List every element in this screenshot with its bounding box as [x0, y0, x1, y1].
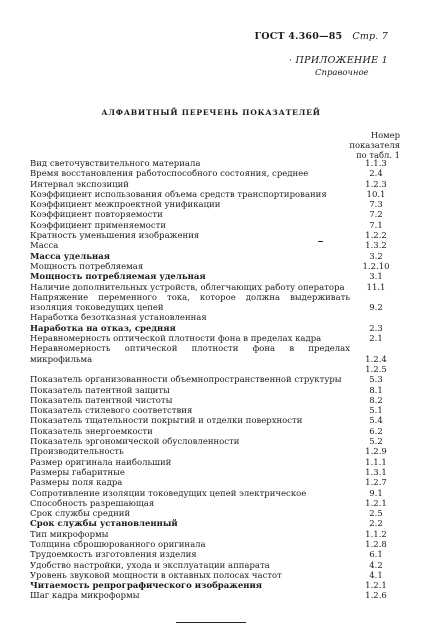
- indicator-name: Тип микроформы: [30, 529, 109, 540]
- indicator-number: 9.2: [369, 303, 383, 314]
- indicator-name: Читаемость репрографического изображения: [30, 581, 263, 592]
- list-item: [30, 540, 404, 550]
- list-item: [30, 499, 404, 509]
- indicator-name: Показатель стилевого соответствия: [30, 406, 193, 417]
- indicator-number: 1.2.4: [365, 354, 387, 365]
- list-item: [30, 180, 404, 190]
- indicator-name: Коэффициент использования объема средств транспортирования: [30, 189, 327, 200]
- indicator-number: 8.1: [369, 385, 383, 396]
- list-item: [30, 530, 404, 540]
- list-item: [30, 571, 404, 581]
- list-item: [30, 406, 404, 416]
- list-item: [30, 375, 404, 385]
- indicator-name: Напряжение переменного тока, которое должна выдерживать изоляция токоведущих цепей: [30, 292, 350, 314]
- indicator-name: Размеры поля кадра: [30, 478, 123, 489]
- list-item: [30, 262, 404, 272]
- indicator-number: 1.3.1: [365, 467, 387, 478]
- appendix-note: Справочное: [315, 68, 369, 78]
- indicator-number: 2.1: [369, 334, 383, 345]
- indicator-name: Вид светочувствительного материала: [30, 159, 201, 169]
- indicator-number: 5.4: [369, 416, 383, 427]
- indicator-name: Наработка на отказ, средняя: [30, 323, 176, 334]
- list-item: [30, 334, 404, 344]
- list-item: [30, 468, 404, 478]
- list-item: [30, 416, 404, 426]
- indicator-name: Наличие дополнительных устройств, облегчающих работу оператора: [30, 282, 345, 293]
- indicator-name: Интервал экспозиций: [30, 179, 129, 190]
- indicator-list: [30, 159, 404, 602]
- indicator-name: Трудоемкость изготовления изделия: [30, 550, 197, 561]
- indicator-number: 1.2.9: [365, 447, 387, 458]
- standard-number: ГОСТ 4.360—85: [254, 31, 343, 42]
- list-item: [30, 252, 404, 262]
- indicator-number: 2.4: [369, 169, 383, 180]
- list-item: [30, 581, 404, 591]
- indicator-number: 3.1: [369, 272, 383, 283]
- indicator-number: 2.5: [369, 509, 383, 520]
- indicator-number: 1.1.2: [365, 529, 387, 540]
- indicator-number: 1.1.1: [365, 457, 387, 468]
- indicator-name: Коэффициент повторяемости: [30, 210, 163, 221]
- list-item: [30, 509, 404, 519]
- list-item: [30, 344, 404, 365]
- list-item: [30, 293, 404, 314]
- column-header-line: по табл. 1: [356, 150, 400, 160]
- indicator-number: 3.2: [369, 251, 383, 262]
- list-item: [30, 458, 404, 468]
- indicator-number: 1.2.8: [365, 539, 387, 550]
- indicator-name: Неравномерность оптической плотности фона в пределах микрофильма: [30, 344, 350, 365]
- column-header-line: Номер: [370, 130, 400, 140]
- page-title: АЛФАВИТНЫЙ ПЕРЕЧЕНЬ ПОКАЗАТЕЛЕЙ: [101, 108, 321, 117]
- indicator-number: 11.1: [366, 282, 386, 293]
- indicator-number: 5.3: [369, 375, 383, 386]
- indicator-number: 1.1.3: [365, 159, 387, 169]
- list-item: [30, 561, 404, 571]
- indicator-name: Кратность уменьшения изображения: [30, 231, 200, 242]
- indicator-name: Коэффициент межпроектной унификации: [30, 200, 221, 211]
- indicator-number: 4.2: [369, 560, 383, 571]
- column-header-line: показателя: [349, 140, 400, 150]
- indicator-name: Удобство настройки, ухода и эксплуатации аппарата: [30, 560, 270, 571]
- indicator-number: 1.2.1: [365, 498, 387, 509]
- indicator-number: 1.2.5: [365, 364, 387, 375]
- indicator-name: Показатель энергоемкости: [30, 426, 153, 437]
- indicator-name: Размер оригинала наибольший: [30, 457, 172, 468]
- indicator-number: 5.1: [369, 406, 383, 417]
- indicator-number: 2.3: [369, 323, 383, 334]
- list-item: [30, 386, 404, 396]
- appendix-label: · ПРИЛОЖЕНИЕ 1: [288, 55, 388, 66]
- indicator-name: Срок службы средний: [30, 509, 131, 520]
- indicator-name: Масса удельная: [30, 251, 111, 262]
- indicator-name: Срок службы установленный: [30, 519, 178, 530]
- list-item: [30, 159, 404, 169]
- list-item: [30, 519, 404, 529]
- list-item: [30, 396, 404, 406]
- indicator-number: 1.2.2: [365, 231, 387, 242]
- list-item: [30, 283, 404, 293]
- indicator-number: 1.2.1: [365, 581, 387, 592]
- indicator-name: Толщина сброшюрованного оригинала: [30, 539, 206, 550]
- list-item: [30, 478, 404, 488]
- indicator-number: 6.2: [369, 426, 383, 437]
- list-item: [30, 272, 404, 282]
- indicator-number: 7.1: [369, 220, 383, 231]
- list-item: [30, 200, 404, 210]
- indicator-number: 5.2: [369, 437, 383, 448]
- indicator-number: 8.2: [369, 395, 383, 406]
- list-item: [30, 221, 404, 231]
- list-item: [30, 313, 404, 323]
- indicator-name: Коэффициент применяемости: [30, 220, 166, 231]
- indicator-number: 1.2.6: [365, 591, 387, 602]
- list-item: [30, 241, 404, 251]
- end-rule: [176, 622, 246, 623]
- indicator-number: 10.1: [366, 189, 386, 200]
- indicator-name: Показатель организованности объемнопространственной структуры: [30, 375, 342, 386]
- list-item: [30, 169, 404, 179]
- indicator-number: 1.2.7: [365, 478, 387, 489]
- indicator-name: Сопротивление изоляции токоведущих цепей электрическое: [30, 488, 307, 499]
- indicator-number: 1.3.2: [365, 241, 387, 252]
- indicator-name: Наработка безотказная установленная: [30, 313, 207, 324]
- page-header: [255, 31, 389, 42]
- list-item: [30, 437, 404, 447]
- indicator-number: 1.2.3: [365, 179, 387, 190]
- indicator-name: Размеры габаритные: [30, 467, 125, 478]
- indicator-name: Мощность потребляемая удельная: [30, 272, 206, 283]
- indicator-number: 2.2: [369, 519, 383, 530]
- list-item: [30, 190, 404, 200]
- indicator-number: 9.1: [369, 488, 383, 499]
- indicator-number: 6.1: [369, 550, 383, 561]
- list-item: [30, 489, 404, 499]
- column-header: [330, 130, 400, 160]
- indicator-number: 4.1: [369, 570, 383, 581]
- indicator-name: Показатель патентной защиты: [30, 385, 170, 396]
- list-item: [30, 447, 404, 457]
- indicator-name: Показатель патентной чистоты: [30, 395, 173, 406]
- list-item: [30, 324, 404, 334]
- indicator-number: 7.2: [369, 210, 383, 221]
- indicator-name: [30, 365, 350, 375]
- indicator-name: Неравномерность оптической плотности фона в пределах кадра: [30, 334, 322, 345]
- indicator-name: Уровень звуковой мощности в октавных полосах частот: [30, 570, 282, 581]
- indicator-name: Масса: [30, 241, 59, 252]
- indicator-name: Показатель тщательности покрытий и отделки поверхности: [30, 416, 303, 427]
- list-item: [30, 210, 404, 220]
- indicator-name: Шаг кадра микроформы: [30, 591, 140, 602]
- indicator-number: 7.3: [369, 200, 383, 211]
- indicator-number: 1.2.10: [362, 261, 390, 272]
- list-item: [30, 365, 404, 375]
- indicator-name: Производительность: [30, 447, 124, 458]
- list-item: [30, 550, 404, 560]
- indicator-name: Показатель эргономической обусловленности: [30, 437, 240, 448]
- indicator-name: Способность разрешающая: [30, 498, 155, 509]
- list-item: [30, 231, 404, 241]
- list-item: [30, 427, 404, 437]
- list-item: [30, 591, 404, 601]
- indicator-name: Время восстановления работоспособного состояния, среднее: [30, 169, 309, 180]
- page-number: Стр. 7: [352, 31, 388, 42]
- indicator-name: Мощность потребляемая: [30, 261, 144, 272]
